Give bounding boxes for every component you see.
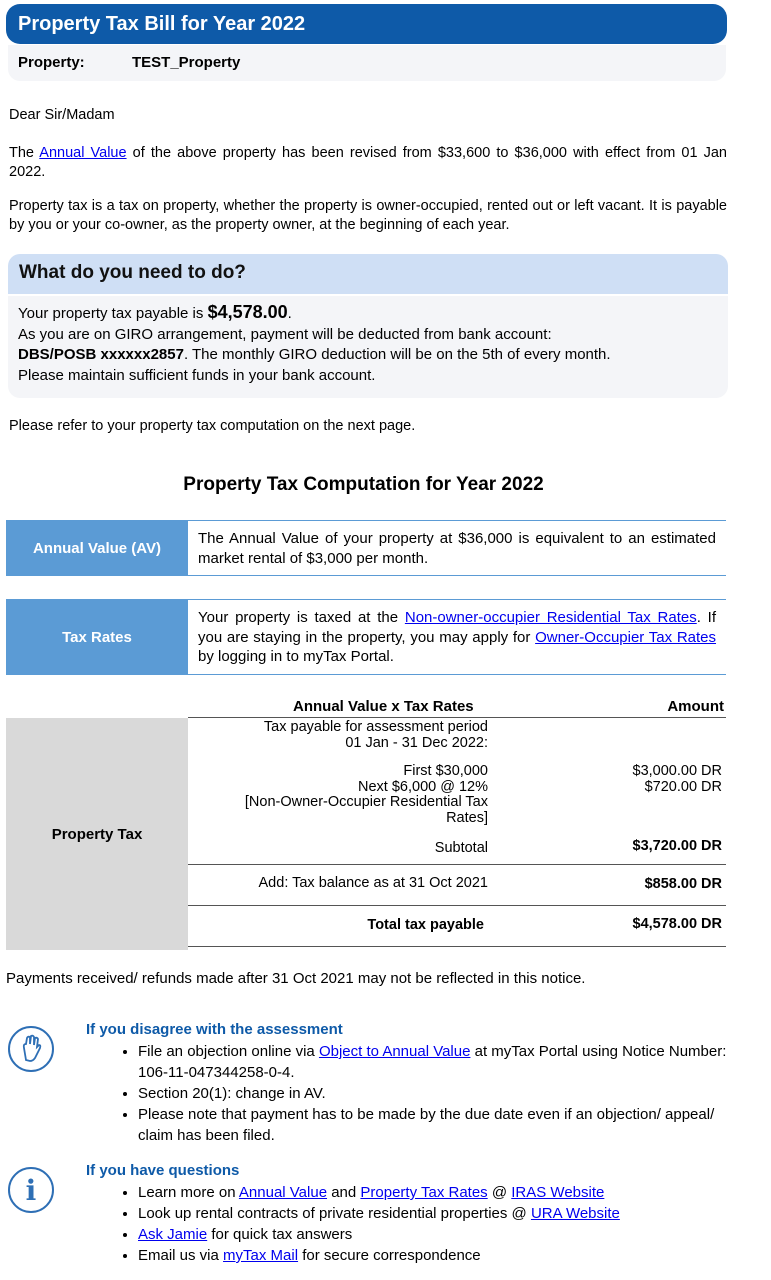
av-description: The Annual Value of your property at $36,000 is equivalent to an estimated market rental of $3,000 per month. — [188, 520, 726, 576]
property-bar — [8, 45, 726, 81]
property-label: Property: — [18, 54, 85, 71]
subtotal-label: Subtotal — [434, 840, 488, 856]
ask-jamie-link[interactable]: Ask Jamie — [138, 1226, 208, 1243]
list-item: • Email us via myTax Mail for secure correspondence — [138, 1245, 738, 1266]
info-icon: i — [8, 1167, 54, 1213]
revision-paragraph: The Annual Value of the above property has been revised from $33,600 to $36,000 with effect from 01 Jan 2022. — [9, 145, 727, 180]
tier-amounts: $3,000.00 DR $720.00 DR — [632, 763, 722, 795]
total-label: Total tax payable — [367, 917, 484, 933]
annual-value-info-link[interactable]: Annual Value — [238, 1184, 328, 1201]
mytax-mail-link[interactable]: myTax Mail — [223, 1247, 299, 1264]
action-box: Your property tax payable is $4,578.00. As you are on GIRO arrangement, payment will be deducted from bank account: DBS/POSB xxxxxx2857. The monthly GIRO deduction will be on the 5th of every month. Please maintain sufficient funds in your bank account. — [8, 296, 728, 398]
tax-rates-label: Tax Rates — [6, 599, 188, 675]
hand-stop-icon — [8, 1026, 54, 1072]
payments-note: Payments received/ refunds made after 31 Oct 2021 may not be reflected in this notice. — [6, 970, 586, 987]
iras-website-link[interactable]: IRAS Website — [511, 1184, 605, 1201]
annual-value-link[interactable]: Annual Value — [39, 145, 127, 161]
subtotal-amount: $3,720.00 DR — [632, 838, 722, 854]
page-title: Property Tax Bill for Year 2022 — [6, 4, 727, 44]
owner-occupier-rates-link[interactable]: Owner-Occupier Tax Rates — [535, 628, 717, 646]
list-item: • Please note that payment has to be made by the due date even if an objection/ appeal/ claim has been filed. — [138, 1104, 738, 1146]
list-item: • Section 20(1): change in AV. — [138, 1083, 738, 1104]
list-item: • Learn more on Annual Value and Property Tax Rates @ IRAS Website — [138, 1182, 738, 1203]
av-label: Annual Value (AV) — [6, 520, 188, 576]
ura-website-link[interactable]: URA Website — [530, 1205, 620, 1222]
disagree-list — [121, 1041, 738, 1146]
computation-title: Property Tax Computation for Year 2022 — [183, 474, 544, 495]
property-tax-rates-link[interactable]: Property Tax Rates — [360, 1184, 488, 1201]
col-header-calc: Annual Value x Tax Rates — [293, 698, 474, 715]
bank-account: DBS/POSB xxxxxx2857 — [18, 346, 184, 363]
tax-rates-description: Your property is taxed at the Non-owner-occupier Residential Tax Rates. If you are staying in the property, you may apply for Owner-Occupier Tax Rates by logging in to myTax Portal. — [188, 599, 726, 675]
list-item: • File an objection online via Object to Annual Value at myTax Portal using Notice Number: 106-11-047344258-0-4. — [138, 1041, 738, 1083]
questions-heading: If you have questions — [86, 1162, 240, 1179]
col-header-amount: Amount — [667, 698, 724, 715]
tax-tiers: First $30,000 Next $6,000 @ 12% [Non-Owner-Occupier Residential Tax Rates] — [244, 763, 488, 826]
disagree-heading: If you disagree with the assessment — [86, 1021, 343, 1038]
assessment-period: Tax payable for assessment period 01 Jan - 31 Dec 2022: — [263, 719, 488, 751]
property-tax-paragraph: Property tax is a tax on property, whether the property is owner-occupied, rented out or left vacant. It is payable by you or your co-owner, as the property owner, at the beginning of each year. — [9, 198, 727, 233]
questions-list — [121, 1182, 738, 1266]
balance-label: Add: Tax balance as at 31 Oct 2021 — [258, 875, 488, 891]
refer-note: Please refer to your property tax computation on the next page. — [9, 418, 416, 434]
total-amount: $4,578.00 DR — [632, 916, 722, 932]
object-av-link[interactable]: Object to Annual Value — [318, 1043, 471, 1060]
action-heading: What do you need to do? — [8, 254, 728, 294]
non-owner-occupier-rates-link[interactable]: Non-owner-occupier Residential Tax Rates — [404, 609, 697, 626]
property-tax-label: Property Tax — [6, 718, 188, 950]
property-value: TEST_Property — [132, 54, 241, 71]
greeting: Dear Sir/Madam — [9, 107, 115, 123]
list-item: • Look up rental contracts of private residential properties @ URA Website — [138, 1203, 738, 1224]
balance-amount: $858.00 DR — [644, 876, 722, 892]
list-item: • Ask Jamie for quick tax answers — [138, 1224, 738, 1245]
tax-payable-amount: $4,578.00 — [207, 302, 288, 322]
